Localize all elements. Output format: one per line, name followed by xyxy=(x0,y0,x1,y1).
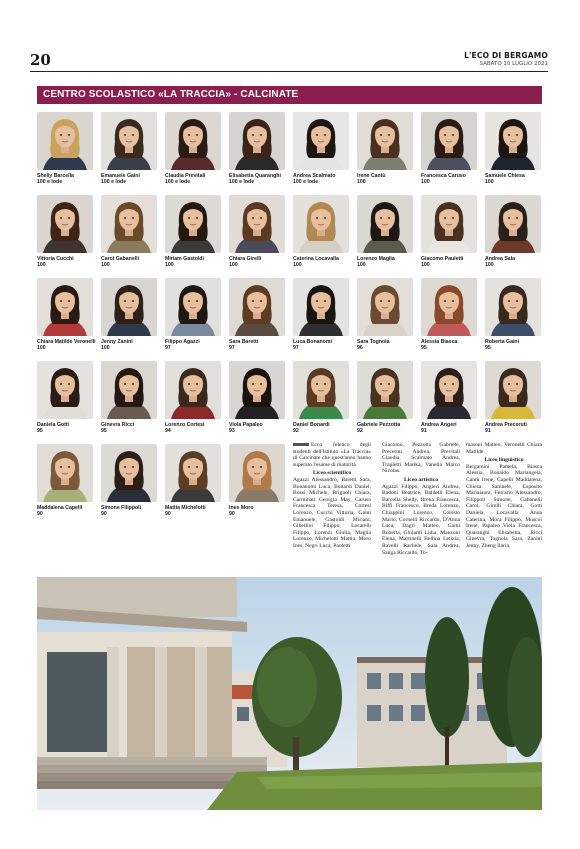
student-name: Claudia Previtali xyxy=(165,173,206,179)
student-photo xyxy=(101,444,157,502)
student-name: Francesca Caruso xyxy=(421,173,466,179)
student-name: Ines Moro xyxy=(229,505,254,511)
student-card xyxy=(165,195,221,268)
student-photo xyxy=(485,361,541,419)
student-name: Carol Gabanelli xyxy=(101,256,140,262)
student-grade: 100 xyxy=(37,345,46,351)
student-card xyxy=(37,195,93,268)
student-grade: 97 xyxy=(229,345,235,351)
student-card xyxy=(101,112,157,185)
student-card xyxy=(229,195,285,268)
article-column-3 xyxy=(466,442,542,550)
student-name: Lorenzo Cortesi xyxy=(165,422,205,428)
student-grade: 90 xyxy=(229,511,235,517)
student-grade: 100 e lode xyxy=(229,179,255,185)
page-number: 20 xyxy=(30,51,51,69)
student-card xyxy=(421,112,477,185)
student-grade: 100 xyxy=(485,179,494,185)
student-card xyxy=(165,444,221,517)
student-grade: 92 xyxy=(357,428,363,434)
student-grade: 100 xyxy=(165,262,174,268)
student-name: Elisabetta Quaranghi xyxy=(229,173,281,179)
student-photo xyxy=(421,361,477,419)
student-photo xyxy=(357,278,413,336)
student-photo xyxy=(293,278,349,336)
student-photo xyxy=(165,361,221,419)
student-grade: 100 xyxy=(101,262,110,268)
student-name: Roberta Gaini xyxy=(485,339,520,345)
student-photo xyxy=(37,195,93,253)
student-photo xyxy=(357,361,413,419)
student-grade: 91 xyxy=(421,428,427,434)
student-grade: 93 xyxy=(229,428,235,434)
heading-liceo-linguistico: Liceo linguistico xyxy=(484,457,524,464)
student-name: Chiara Matilde Veronelli xyxy=(37,339,96,345)
student-grade: 95 xyxy=(421,345,427,351)
student-card xyxy=(101,195,157,268)
student-grade: 100 xyxy=(485,262,494,268)
student-name: Maddalena Capelli xyxy=(37,505,83,511)
school-building-photo xyxy=(37,577,542,810)
student-photo xyxy=(165,278,221,336)
student-photo xyxy=(293,361,349,419)
student-photo xyxy=(37,444,93,502)
masthead xyxy=(464,51,548,67)
student-grade: 92 xyxy=(293,428,299,434)
article-column-1 xyxy=(293,442,371,550)
article-intro: Ecco l'elenco degli studenti dell'Istituto «La Traccia» di Calcinate che quest'anno hanno superato l'esame di maturità. xyxy=(293,442,371,468)
student-card xyxy=(293,361,349,434)
list-artistico-continued: masoni Matteo, Veronelli Chiara Matilde. xyxy=(466,442,542,455)
student-name: Ginevra Ricci xyxy=(101,422,135,428)
student-card xyxy=(357,112,413,185)
student-photo xyxy=(357,195,413,253)
section-title: CENTRO SCOLASTICO «LA TRACCIA» - CALCINATE xyxy=(37,86,542,104)
student-name: Luca Bonanomi xyxy=(293,339,332,345)
school-building-image xyxy=(37,577,542,810)
student-name: Andrea Scalmato xyxy=(293,173,336,179)
heading-liceo-scientifico: Liceo scientifico xyxy=(312,470,352,477)
student-card xyxy=(37,112,93,185)
student-photo xyxy=(229,278,285,336)
student-card xyxy=(357,278,413,351)
student-card xyxy=(485,278,541,351)
student-name: Miriam Gastoldi xyxy=(165,256,204,262)
student-card xyxy=(37,278,96,351)
student-name: Chiara Girelli xyxy=(229,256,262,262)
student-name: Alessia Biasca xyxy=(421,339,458,345)
student-name: Andrea Preceruti xyxy=(485,422,527,428)
student-name: Lorenzo Maglia xyxy=(357,256,395,262)
student-photo xyxy=(485,112,541,170)
student-name: Jenny Zanini xyxy=(101,339,133,345)
student-name: Daniela Gotti xyxy=(37,422,69,428)
student-name: Andrea Sala xyxy=(485,256,515,262)
student-grade: 97 xyxy=(293,345,299,351)
student-card xyxy=(101,278,157,351)
student-photo xyxy=(229,361,285,419)
student-card xyxy=(293,195,349,268)
student-photo xyxy=(421,195,477,253)
student-name: Daniel Bonardi xyxy=(293,422,330,428)
student-card xyxy=(421,195,477,268)
student-name: Sara Baretti xyxy=(229,339,259,345)
student-card xyxy=(165,278,221,351)
student-grade: 95 xyxy=(101,428,107,434)
student-card xyxy=(101,361,157,434)
student-card xyxy=(165,112,221,185)
student-photo xyxy=(37,361,93,419)
student-card xyxy=(421,278,477,351)
student-photo xyxy=(485,278,541,336)
student-photo xyxy=(421,112,477,170)
student-photo xyxy=(165,444,221,502)
student-grade: 90 xyxy=(101,511,107,517)
student-card xyxy=(101,444,157,517)
list-liceo-artistico: Agazzi Filippo, Angieri Andrea, Badoni Beatrice, Baldelli Elena, Barcella Shelly, Brena Francesca, Biffi Francesco, Breda Lorenzo, Chiappini Lorenzo, Colosio Mario, Cornelli Riccardo, D'Anna Luca, Dagri Matteo, Gaini Roberta, Ghilardi Lidia, Manzoni Elena, Martinelli Bellina Letizia, Ravelli Rachele, Sala Andrea, Sanga Riccardo, To- xyxy=(382,483,460,556)
student-name: Vittoria Cucchi xyxy=(37,256,74,262)
student-grade: 95 xyxy=(485,345,491,351)
student-card xyxy=(421,361,477,434)
student-name: Mattia Michelotti xyxy=(165,505,206,511)
student-card xyxy=(37,444,93,517)
student-name: Giacomo Pauletti xyxy=(421,256,464,262)
heading-liceo-artistico: Liceo artistico xyxy=(403,476,439,483)
student-card xyxy=(229,361,285,434)
student-grade: 90 xyxy=(37,511,43,517)
student-photo xyxy=(101,112,157,170)
issue-date: SABATO 10 LUGLIO 2021 xyxy=(479,61,548,67)
student-photo xyxy=(37,278,93,336)
student-card xyxy=(229,444,285,517)
student-card xyxy=(485,195,541,268)
student-card xyxy=(293,112,349,185)
student-photo xyxy=(485,195,541,253)
student-name: Caterina Locavalla xyxy=(293,256,339,262)
student-name: Emanuele Gaini xyxy=(101,173,140,179)
student-grade: 100 xyxy=(421,262,430,268)
student-photo xyxy=(229,195,285,253)
student-photo xyxy=(101,278,157,336)
student-grade: 100 xyxy=(229,262,238,268)
student-grade: 100 e lode xyxy=(293,179,319,185)
student-photo xyxy=(293,195,349,253)
student-name: Andrea Angeri xyxy=(421,422,457,428)
student-name: Irene Cantù xyxy=(357,173,386,179)
student-grade: 91 xyxy=(485,428,491,434)
student-card xyxy=(357,361,413,434)
student-card xyxy=(165,361,221,434)
list-liceo-scientifico: Agazzi Alessandro, Baretti Sara, Bonanomi Luca, Bonardi Daniel, Bossi Michele, Brignoli Chiara, Carminati Georgia May, Caruso Francesca Teresa, Cortesi Lorenzo, Cucchi Vittoria, Gaini Emanuele, Gastoldi Miriam, Gibellini Filippo, Locatelli Filippo, Lorenzi Giulia, Maglia Lorenzo, Michelotti Mattia, Moro Ines, Negri Luca, Paoletti xyxy=(293,476,371,549)
student-photo xyxy=(229,444,285,502)
student-card xyxy=(229,112,285,185)
student-grade: 100 xyxy=(421,179,430,185)
student-grade: 97 xyxy=(165,345,171,351)
student-card xyxy=(37,361,93,434)
student-photo xyxy=(165,112,221,170)
student-name: Simone Filippoli xyxy=(101,505,142,511)
list-scientifico-continued: Giacomo, Pezzotta Gabriele, Preceruti Andrea, Previtali Claudia, Scalmato Andrea, Trapletti Marika, Vanella Marco Nicolas. xyxy=(382,442,460,475)
student-grade: 94 xyxy=(165,428,171,434)
student-name: Viola Papaleo xyxy=(229,422,263,428)
student-grade: 100 e lode xyxy=(37,179,63,185)
student-card xyxy=(485,361,541,434)
lead-bar xyxy=(293,443,309,446)
student-grade: 100 xyxy=(357,179,366,185)
student-photo xyxy=(421,278,477,336)
student-grade: 95 xyxy=(37,428,43,434)
student-card xyxy=(229,278,285,351)
student-photo xyxy=(165,195,221,253)
student-card xyxy=(357,195,413,268)
student-photo xyxy=(101,195,157,253)
student-grade: 100 xyxy=(101,345,110,351)
newspaper-name: L'ECO DI BERGAMO xyxy=(464,51,548,60)
list-liceo-linguistico: Bergamini Pamela, Biasca Alessia, Bonaldo Mariangela, Cantù Irene, Capelli Maddalena, Chiesa Samuele, Esposito Marialaura, Ferrario Alessandro, Filippoli Simone, Gabanelli Carol, Girelli Chiara, Gotti Daniela, Locavalla Anna Caterina, Mora Filippo, Muscoi Irene, Papaleo Viola Francesca, Quaranghi Elisabetta, Ricci Ginevra, Tognola Sara, Zanini Jenny, Zheng Ilaria. xyxy=(466,463,542,549)
student-grade: 100 e lode xyxy=(101,179,127,185)
student-photo xyxy=(293,112,349,170)
header-rule xyxy=(30,71,548,72)
student-grade: 100 xyxy=(37,262,46,268)
student-grade: 100 xyxy=(293,262,302,268)
article-column-2 xyxy=(382,442,460,556)
student-name: Shelly Barcella xyxy=(37,173,74,179)
student-card xyxy=(293,278,349,351)
student-grade: 100 e lode xyxy=(165,179,191,185)
student-grade: 90 xyxy=(165,511,171,517)
student-photo xyxy=(101,361,157,419)
student-photo xyxy=(229,112,285,170)
student-photo xyxy=(357,112,413,170)
student-grade: 100 xyxy=(357,262,366,268)
student-grade: 96 xyxy=(357,345,363,351)
student-name: Filippo Agazzi xyxy=(165,339,200,345)
student-name: Sara Tognola xyxy=(357,339,390,345)
student-card xyxy=(485,112,541,185)
student-name: Samuele Chiesa xyxy=(485,173,525,179)
student-name: Gabriele Pezzotta xyxy=(357,422,401,428)
student-photo xyxy=(37,112,93,170)
